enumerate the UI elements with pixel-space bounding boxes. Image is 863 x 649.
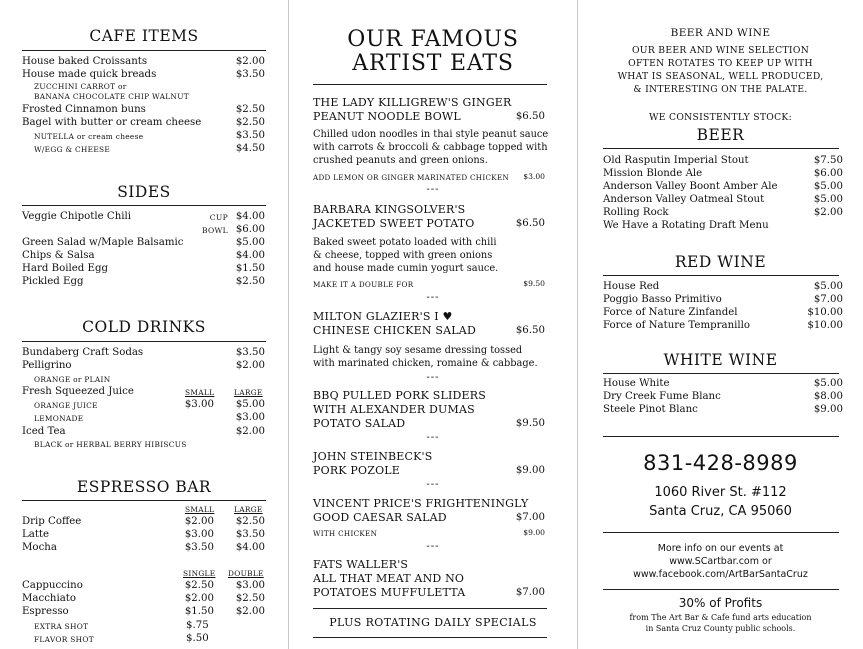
phone-number: 831-428-8989 <box>643 451 798 475</box>
dish-description: & cheese, topped with green onions <box>313 250 493 261</box>
menu-item-name: Bundaberg Craft Sodas <box>22 347 144 358</box>
dish-description: Chilled udon noodles in thai style peanut sauce <box>313 129 549 140</box>
size-header: DOUBLE <box>228 569 264 578</box>
menu-item-price: $3.00 <box>235 580 265 591</box>
divider <box>603 148 839 149</box>
dish-title: PEANUT NOODLE BOWL <box>313 110 461 123</box>
menu-item-price: $10.00 <box>807 320 843 331</box>
separator: --- <box>426 292 440 303</box>
menu-item-name: Drip Coffee <box>22 516 82 527</box>
sides-heading: SIDES <box>117 183 171 201</box>
dish-title: POTATO SALAD <box>313 417 406 430</box>
menu-item-name: Poggio Basso Primitivo <box>603 294 722 305</box>
menu-item-name: Iced Tea <box>22 426 66 437</box>
menu-item-note: ZUCCHINI CARROT or <box>34 82 127 91</box>
menu-item-price: $2.50 <box>235 104 265 115</box>
menu-item-price: $5.00 <box>235 237 265 248</box>
beer-heading: BEER <box>696 126 745 144</box>
menu-item-price: $9.00 <box>813 404 843 415</box>
menu-item-name: Espresso <box>22 606 69 617</box>
menu-item-price: $2.00 <box>184 593 214 604</box>
intro-text: WHAT IS SEASONAL, WELL PRODUCED, <box>617 71 824 82</box>
dish-title: WITH ALEXANDER DUMAS <box>313 403 475 416</box>
dish-title: VINCENT PRICE'S FRIGHTENINGLY <box>313 497 529 510</box>
menu-item-note: EXTRA SHOT <box>34 622 89 631</box>
menu-item-name: Frosted Cinnamon buns <box>22 104 146 115</box>
right-panel <box>578 0 863 649</box>
beer-wine-heading: BEER AND WINE <box>670 27 771 39</box>
menu-item-price: $1.50 <box>235 263 265 274</box>
dish-title: ALL THAT MEAT AND NO <box>313 572 465 585</box>
menu-item-name: Anderson Valley Oatmeal Stout <box>603 194 765 205</box>
dish-price: $7.00 <box>515 587 545 598</box>
divider <box>22 500 266 501</box>
menu-item-name: Pickled Egg <box>22 276 84 287</box>
menu-item-price: $2.50 <box>235 117 265 128</box>
menu-item-price: $2.00 <box>813 207 843 218</box>
menu-item-name: Pelligrino <box>22 360 72 371</box>
menu-item-price: $8.00 <box>813 391 843 402</box>
menu-item-price: $3.50 <box>235 69 265 80</box>
menu-item-price: $5.00 <box>813 281 843 292</box>
menu-item-price: $4.00 <box>235 211 265 222</box>
menu-item-price: $3.50 <box>235 130 265 141</box>
middle-panel <box>289 0 577 649</box>
menu-item-price: $2.50 <box>184 580 214 591</box>
menu-item-price: $4.00 <box>235 250 265 261</box>
menu-item-price: $.75 <box>186 620 209 631</box>
menu-item-price: $3.50 <box>235 529 265 540</box>
dish-title: CHINESE CHICKEN SALAD <box>313 324 476 337</box>
dish-title: THE LADY KILLIGREW'S GINGER <box>313 96 512 109</box>
menu-item-name: Force of Nature Tempranillo <box>603 320 751 331</box>
menu-item-note: FLAVOR SHOT <box>34 635 94 644</box>
dish-description: with marinated chicken, romaine & cabbage. <box>313 358 538 369</box>
dish-title: JOHN STEINBECK'S <box>313 450 433 463</box>
menu-item-price: $6.00 <box>813 168 843 179</box>
menu-item-price: $7.00 <box>813 294 843 305</box>
menu-item-price: $2.00 <box>235 360 265 371</box>
menu-item-name: Dry Creek Fume Blanc <box>603 391 721 402</box>
dish-title: POTATOES MUFFULETTA <box>313 586 466 599</box>
divider <box>313 608 547 609</box>
size-label: CUP <box>209 213 228 222</box>
artist-eats-title-line1: OUR FAMOUS <box>347 27 519 52</box>
menu-item-name: Old Rasputin Imperial Stout <box>603 155 749 166</box>
menu-item-price: $2.00 <box>184 516 214 527</box>
menu-item-name: House Red <box>603 281 660 292</box>
size-header: SMALL <box>185 388 215 397</box>
size-header: LARGE <box>234 388 263 397</box>
dish-price: $7.00 <box>515 512 545 523</box>
separator: --- <box>426 541 440 552</box>
divider <box>603 275 839 276</box>
cold-drinks-heading: COLD DRINKS <box>82 318 206 336</box>
separator: --- <box>426 372 440 383</box>
profits-heading: 30% of Profits <box>678 596 763 610</box>
menu-item-price: $1.50 <box>184 606 214 617</box>
dish-title: FATS WALLER'S <box>313 558 409 571</box>
menu-item-name: Latte <box>22 529 50 540</box>
address-line1: 1060 River St. #112 <box>654 485 787 500</box>
menu-item-price: $2.00 <box>235 426 265 437</box>
menu-item-name: Hard Boiled Egg <box>22 263 108 274</box>
dish-note-price: $3.00 <box>523 172 545 181</box>
menu-item-price: $2.50 <box>235 516 265 527</box>
size-header: SINGLE <box>183 569 216 578</box>
menu-item-price: $2.00 <box>235 56 265 67</box>
menu-item-name: House White <box>603 378 670 389</box>
dish-note: ADD LEMON OR GINGER MARINATED CHICKEN <box>313 173 510 182</box>
menu-item-name: Macchiato <box>22 593 77 604</box>
menu-item-name: Cappuccino <box>22 580 83 591</box>
dish-description: and house made cumin yogurt sauce. <box>313 263 499 274</box>
artist-eats-title-line2: ARTIST EATS <box>352 51 514 76</box>
divider <box>22 341 266 342</box>
size-header: SMALL <box>185 505 215 514</box>
divider <box>313 637 547 638</box>
menu-item-price: $3.00 <box>184 399 214 410</box>
dish-description: Light & tangy soy sesame dressing tossed <box>313 345 523 356</box>
menu-item-name: Mocha <box>22 542 57 553</box>
dish-title: GOOD CAESAR SALAD <box>313 511 447 524</box>
left-panel <box>0 0 288 649</box>
address-line2: Santa Cruz, CA 95060 <box>649 504 792 519</box>
menu-item-price: $6.00 <box>235 224 265 235</box>
menu-item-price: $2.50 <box>235 276 265 287</box>
intro-text: & INTERESTING ON THE PALATE. <box>633 84 808 95</box>
menu-item-name: Veggie Chipotle Chili <box>22 211 132 222</box>
divider <box>22 205 266 206</box>
divider <box>603 373 839 374</box>
menu-item-price: $7.50 <box>813 155 843 166</box>
dish-title: JACKETED SWEET POTATO <box>313 217 475 230</box>
dish-description: crushed peanuts and green onions. <box>313 155 488 166</box>
dish-title: MILTON GLAZIER'S I ♥ <box>313 310 453 323</box>
menu-item-price: $3.00 <box>184 529 214 540</box>
cafe-items-heading: CAFE ITEMS <box>89 27 199 45</box>
intro-text: OUR BEER AND WINE SELECTION <box>631 45 810 56</box>
menu-item-price: $5.00 <box>813 378 843 389</box>
size-label: BOWL <box>202 226 228 235</box>
menu-item-price: $5.00 <box>813 194 843 205</box>
dish-description: Baked sweet potato loaded with chili <box>313 237 497 248</box>
dish-price: $9.50 <box>515 418 545 429</box>
profits-text: in Santa Cruz County public schools. <box>645 624 796 633</box>
red-wine-heading: RED WINE <box>674 253 767 271</box>
menu-item-note: LEMONADE <box>34 414 84 423</box>
dish-price: $6.50 <box>515 218 545 229</box>
menu-item-name: House baked Croissants <box>22 56 148 67</box>
dish-price: $6.50 <box>515 325 545 336</box>
menu-item-price: $3.00 <box>235 412 265 423</box>
white-wine-heading: WHITE WINE <box>663 351 778 369</box>
dish-title: BARBARA KINGSOLVER'S <box>313 203 466 216</box>
website-link[interactable]: www.SCartbar.com or <box>669 556 772 567</box>
menu-item-note: BLACK or HERBAL BERRY HIBISCUS <box>34 440 187 449</box>
menu-item-price: $4.50 <box>235 143 265 154</box>
menu-item-name: Fresh Squeezed Juice <box>22 386 134 397</box>
menu-item-name: Chips & Salsa <box>22 250 95 261</box>
dish-note-price: $9.50 <box>523 279 545 288</box>
menu-item-note: ORANGE JUICE <box>34 401 98 410</box>
dish-note-price: $9.00 <box>523 528 545 537</box>
divider <box>603 436 839 437</box>
divider <box>603 532 839 533</box>
menu-item-price: $.50 <box>186 633 209 644</box>
menu-item-note: BANANA CHOCOLATE CHIP WALNUT <box>34 92 189 101</box>
menu-item-note: W/EGG & CHEESE <box>34 145 111 154</box>
menu-item-name: House made quick breads <box>22 69 157 80</box>
menu-item-note: ORANGE or PLAIN <box>34 375 111 384</box>
menu-item-price: $10.00 <box>807 307 843 318</box>
profits-text: from The Art Bar & Cafe fund arts education <box>629 613 812 622</box>
separator: --- <box>426 184 440 195</box>
dish-title: BBQ PULLED PORK SLIDERS <box>313 389 486 402</box>
dish-price: $9.00 <box>515 465 545 476</box>
menu-item-price: $2.00 <box>235 606 265 617</box>
intro-text: OFTEN ROTATES TO KEEP UP WITH <box>628 58 813 69</box>
menu-item-price: $5.00 <box>235 399 265 410</box>
stock-text: WE CONSISTENTLY STOCK: <box>649 112 792 123</box>
menu-item-price: $2.50 <box>235 593 265 604</box>
menu-item-name: Bagel with butter or cream cheese <box>22 117 202 128</box>
dish-note: MAKE IT A DOUBLE FOR <box>313 280 414 289</box>
menu-item-price: $5.00 <box>813 181 843 192</box>
menu-item-name: Steele Pinot Blanc <box>603 404 698 415</box>
separator: --- <box>426 432 440 443</box>
dish-title: PORK POZOLE <box>313 464 401 477</box>
menu-item-name: Force of Nature Zinfandel <box>603 307 738 318</box>
dish-price: $6.50 <box>515 111 545 122</box>
dish-note: WITH CHICKEN <box>313 529 378 538</box>
menu-item-name: Mission Blonde Ale <box>603 168 703 179</box>
divider <box>313 84 547 85</box>
daily-specials: PLUS ROTATING DAILY SPECIALS <box>329 616 537 629</box>
espresso-bar-heading: ESPRESSO BAR <box>76 478 212 496</box>
menu-item-name: We Have a Rotating Draft Menu <box>603 220 769 231</box>
menu-item-name: Green Salad w/Maple Balsamic <box>22 237 184 248</box>
menu-item-price: $3.50 <box>184 542 214 553</box>
menu-item-price: $3.50 <box>235 347 265 358</box>
menu-item-name: Anderson Valley Boont Amber Ale <box>603 181 778 192</box>
menu-item-price: $4.00 <box>235 542 265 553</box>
dish-description: with carrots & broccoli & cabbage topped with <box>313 142 548 153</box>
divider <box>22 50 266 51</box>
facebook-link[interactable]: www.facebook.com/ArtBarSantaCruz <box>633 569 808 580</box>
menu-item-name: Rolling Rock <box>603 207 669 218</box>
divider <box>603 589 839 590</box>
size-header: LARGE <box>234 505 263 514</box>
menu-item-note: NUTELLA or cream cheese <box>34 132 144 141</box>
separator: --- <box>426 479 440 490</box>
events-info: More info on our events at <box>657 543 784 554</box>
